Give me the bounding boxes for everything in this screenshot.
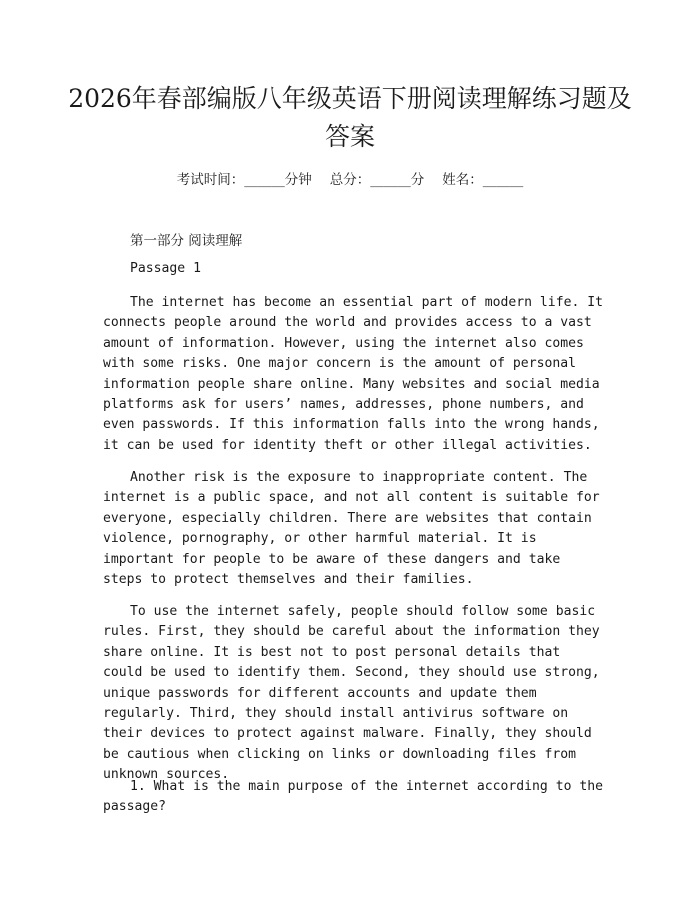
question-1: 1. What is the main purpose of the internet according to the passage? [103,779,603,815]
total-score: 总分：______分 [329,172,425,188]
paragraph-3: To use the internet safely, people should follow some basic rules. First, they should be careful about the information they share online. It is best not to post personal details that could be used to identify them. Second, they should use strong, unique passwords for different accounts and update them regularly. Third, they should install antivirus software on their devices to protect against malware. Finally, they should be cautious when clicking on links or downloading files from unknown sources. [103,604,600,783]
section-heading: 第一部分 阅读理解 [130,233,243,249]
exam-info-line [0,168,700,188]
exam-time: 考试时间：______分钟 [176,172,312,188]
passage-label: Passage 1 [130,261,201,276]
paragraph-1: The internet has become an essential part of modern life. It connects people around the world and provides access to a vast amount of information. However, using the internet also comes with some risks. One major concern is the amount of personal information people share online. Many websites and social media platforms ask for users’ names, addresses, phone numbers, and even passwords. If this information falls into the wrong hands, it can be used for identity theft or other illegal activities. [103,295,603,453]
student-name: 姓名：______ [442,172,524,188]
document-title: 2026年春部编版八年级英语下册阅读理解练习题及答案 [68,84,632,151]
paragraph-2: Another risk is the exposure to inappropriate content. The internet is a public space, and not all content is suitable for everyone, especially children. There are websites that contain violence, pornography, or other harmful material. It is important for people to be aware of these dangers and take steps to protect themselves and their families. [103,470,600,588]
